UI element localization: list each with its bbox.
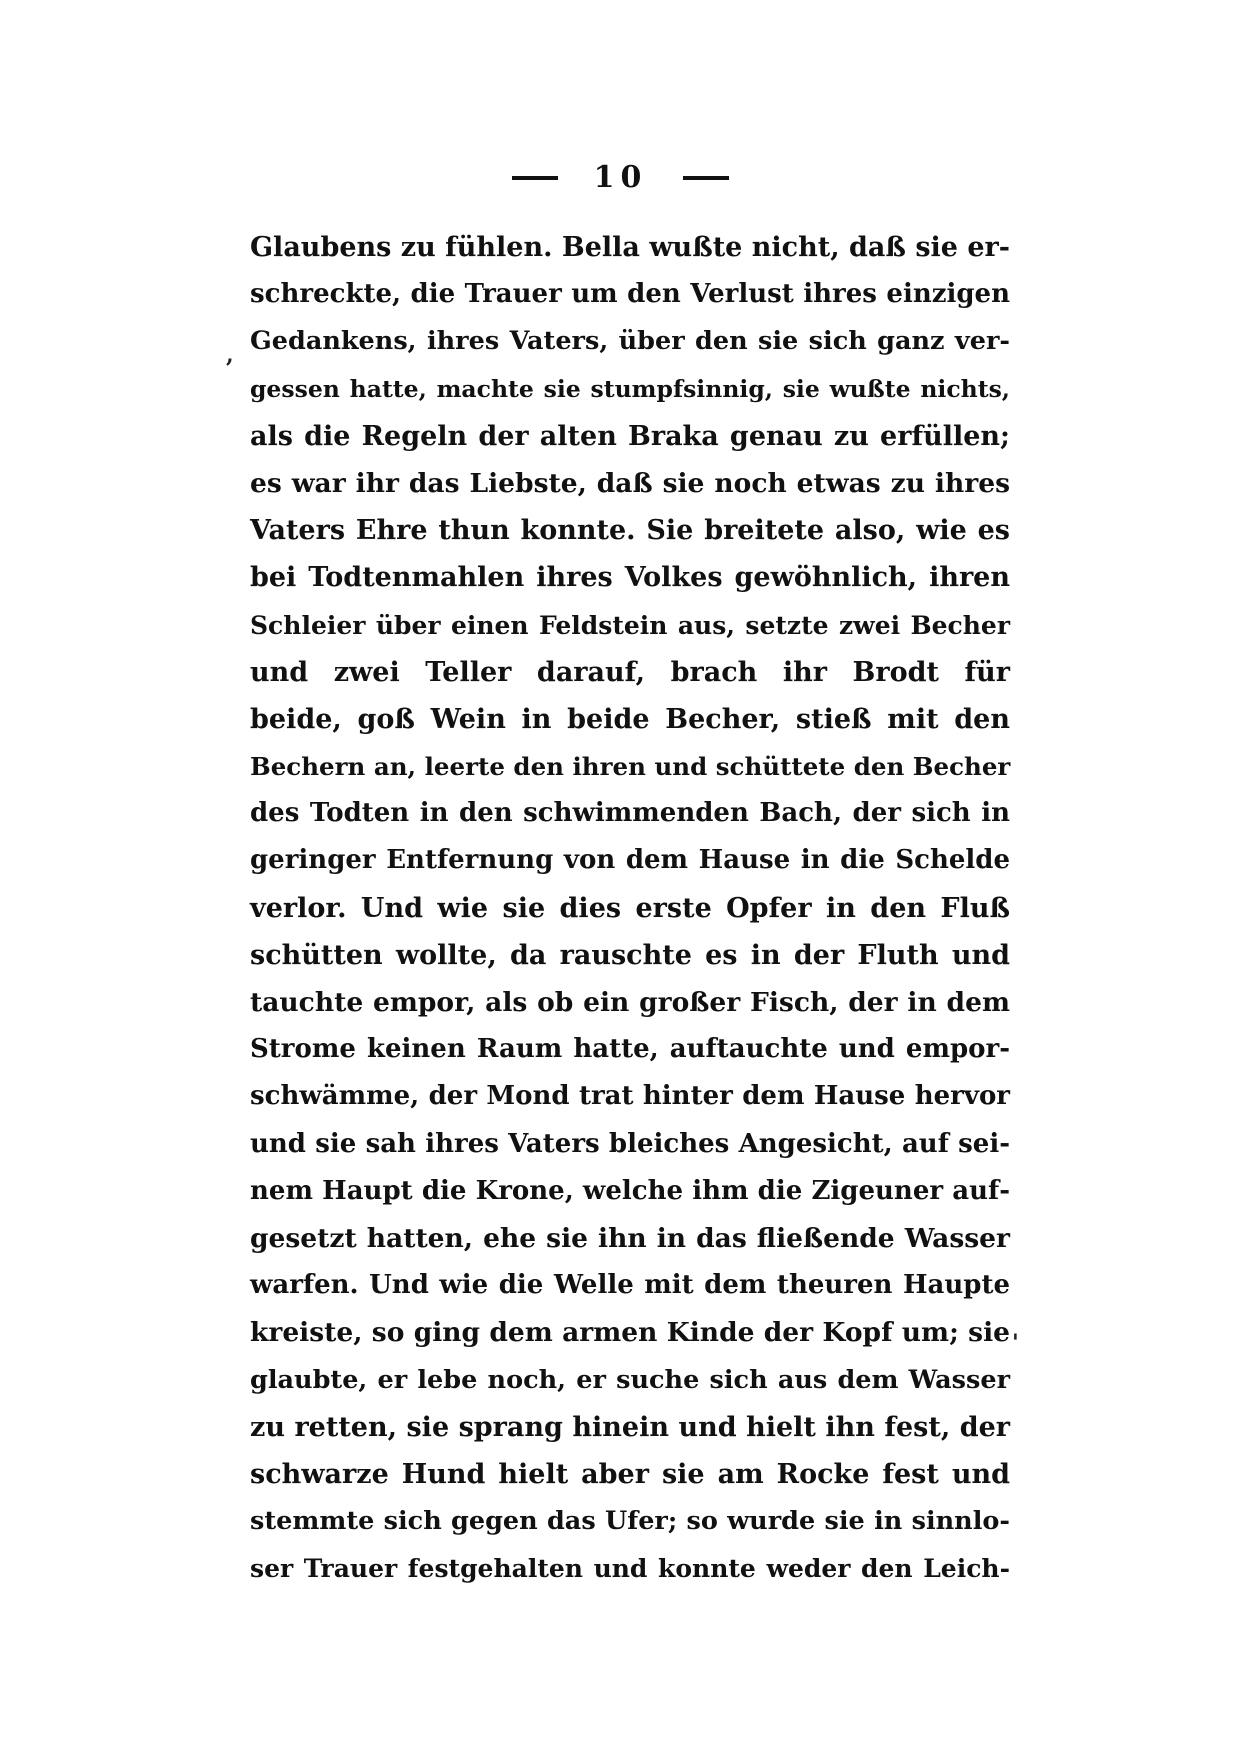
stray-mark: , bbox=[226, 342, 234, 368]
text-line: schwämme, der Mond trat hinter dem Hause hervor bbox=[250, 1081, 1010, 1112]
text-line: Glaubens zu fühlen. Bella wußte nicht, daß sie er‑ bbox=[250, 232, 1010, 263]
text-line: schreckte, die Trauer um den Verlust ihres einzigen bbox=[250, 279, 1010, 310]
body-text bbox=[250, 224, 1010, 1592]
text-line: schütten wollte, da rauschte es in der Fluth und bbox=[250, 939, 1010, 971]
stray-mark: ' bbox=[1012, 1330, 1019, 1356]
left-dash bbox=[512, 176, 558, 180]
text-line: und sie sah ihres Vaters bleiches Angesicht, auf sei‑ bbox=[250, 1128, 1010, 1159]
text-line: gesetzt hatten, ehe sie ihn in das fließende Wasser bbox=[250, 1222, 1010, 1254]
right-dash bbox=[683, 176, 729, 180]
text-line: kreiste, so ging dem armen Kinde der Kopf um; sie bbox=[250, 1317, 1010, 1349]
text-line: tauchte empor, als ob ein großer Fisch, der in dem bbox=[250, 987, 1010, 1018]
text-line: und zwei Teller darauf, brach ihr Brodt für bbox=[250, 656, 1010, 688]
text-line: warfen. Und wie die Welle mit dem theuren Haupte bbox=[250, 1270, 1010, 1301]
text-line: glaubte, er lebe noch, er suche sich aus dem Wasser bbox=[250, 1364, 1010, 1395]
page-number: 10 bbox=[593, 160, 648, 195]
text-line: ser Trauer festgehalten und konnte weder den Leich‑ bbox=[250, 1554, 1010, 1584]
text-line: Bechern an, leerte den ihren und schüttete den Becher bbox=[250, 752, 1011, 782]
text-line: stemmte sich gegen das Ufer; so wurde sie in sinnlo‑ bbox=[250, 1506, 1010, 1537]
text-line: bei Todtenmahlen ihres Volkes gewöhnlich, ihren bbox=[250, 562, 1010, 594]
text-line: des Todten in den schwimmenden Bach, der sich in bbox=[250, 798, 1010, 829]
text-line: schwarze Hund hielt aber sie am Rocke fest und bbox=[250, 1458, 1010, 1490]
text-line: nem Haupt die Krone, welche ihm die Zigeuner auf‑ bbox=[250, 1175, 1010, 1206]
text-line: Schleier über einen Feldstein aus, setzte zwei Becher bbox=[250, 610, 1010, 640]
text-line: zu retten, sie sprang hinein und hielt ihn fest, der bbox=[250, 1411, 1010, 1443]
text-line: als die Regeln der alten Braka genau zu erfüllen; bbox=[250, 420, 1010, 452]
text-line: Gedankens, ihres Vaters, über den sie sich ganz ver‑ bbox=[250, 326, 1010, 357]
running-head bbox=[0, 160, 1241, 195]
text-line: gessen hatte, machte sie stumpfsinnig, sie wußte nichts, bbox=[250, 374, 1010, 403]
text-line: Vaters Ehre thun konnte. Sie breitete also, wie es bbox=[250, 515, 1010, 547]
text-line: geringer Entfernung von dem Hause in die Schelde bbox=[250, 845, 1010, 876]
text-line: es war ihr das Liebste, daß sie noch etwas zu ihres bbox=[250, 467, 1010, 499]
text-line: beide, goß Wein in beide Becher, stieß mit den bbox=[250, 703, 1010, 735]
text-line: Strome keinen Raum hatte, auftauchte und empor‑ bbox=[250, 1034, 1010, 1065]
text-line: verlor. Und wie sie dies erste Opfer in den Fluß bbox=[250, 892, 1010, 924]
